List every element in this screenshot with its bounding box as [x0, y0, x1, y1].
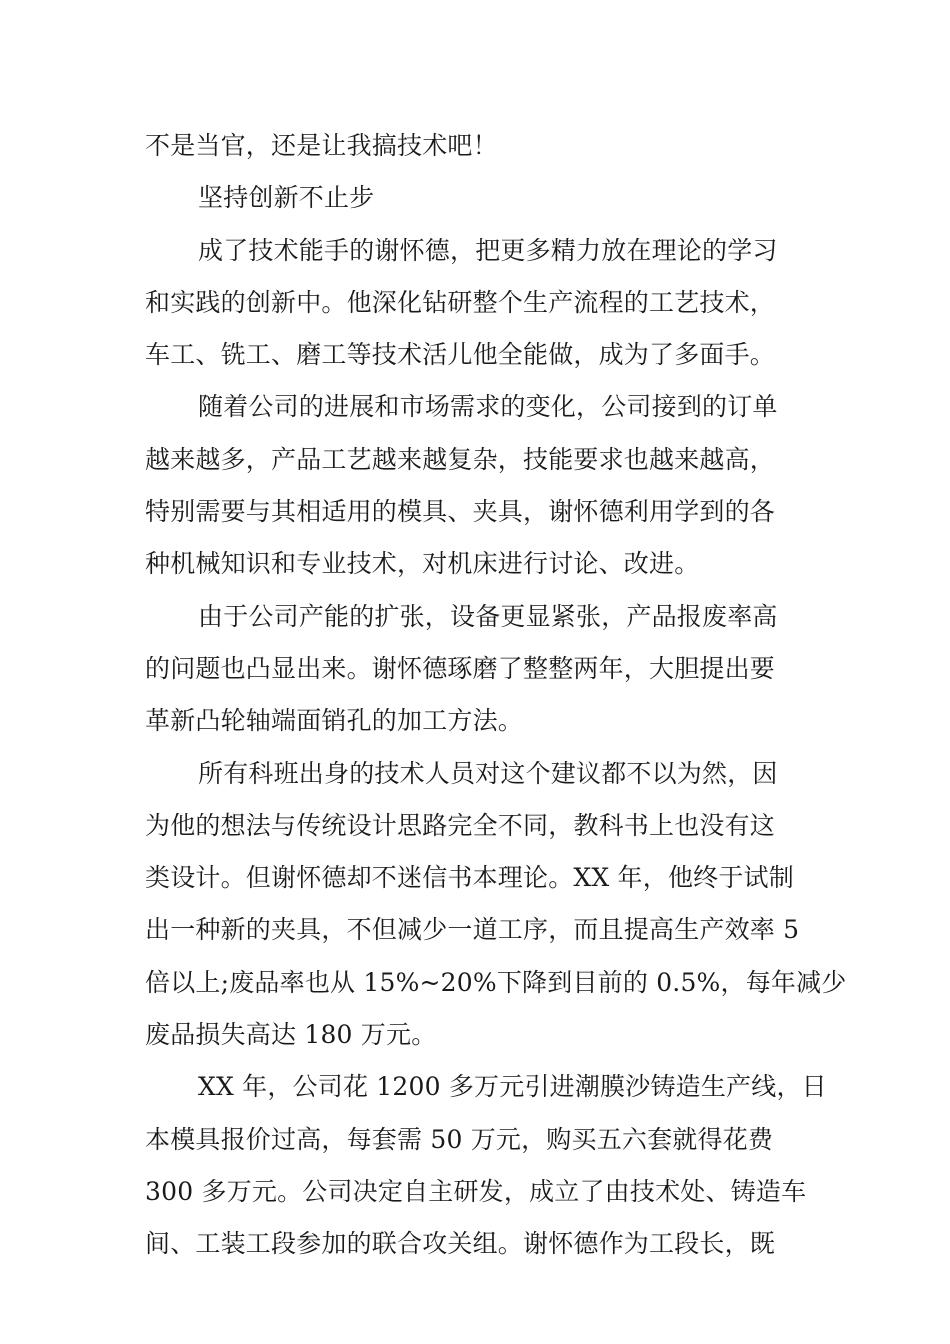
text-line: 本模具报价过高，每套需 50 万元，购买五六套就得花费: [145, 1124, 774, 1154]
section-heading: 坚持创新不止步: [198, 183, 375, 213]
body-text: [145, 126, 847, 1277]
text-line: 成了技术能手的谢怀德，把更多精力放在理论的学习: [198, 235, 778, 265]
text-line: 为他的想法与传统设计思路完全不同，教科书上也没有这: [145, 810, 776, 840]
text-line: 特别需要与其相适用的模具、夹具，谢怀德利用学到的各: [145, 497, 776, 527]
text-line: 的问题也凸显出来。谢怀德琢磨了整整两年，大胆提出要: [145, 653, 776, 683]
text-line: 废品损失高达 180 万元。: [145, 1020, 437, 1050]
text-line: 越来越多，产品工艺越来越复杂，技能要求也越来越高，: [145, 444, 776, 474]
text-line: 革新凸轮轴端面销孔的加工方法。: [145, 706, 524, 736]
text-line: 随着公司的进展和市场需求的变化，公司接到的订单: [198, 392, 778, 422]
text-line: 出一种新的夹具，不但减少一道工序，而且提高生产效率 5: [145, 915, 800, 945]
text-line: 由于公司产能的扩张，设备更显紧张，产品报废率高: [198, 601, 778, 631]
text-line: 不是当官，还是让我搞技术吧！: [145, 131, 498, 160]
text-line: 车工、铣工、磨工等技术活儿他全能做，成为了多面手。: [145, 340, 776, 370]
text-line: 间、工装工段参加的联合攻关组。谢怀德作为工段长，既: [145, 1229, 776, 1259]
text-line: 所有科班出身的技术人员对这个建议都不以为然，因: [198, 758, 778, 788]
text-line: 和实践的创新中。他深化钻研整个生产流程的工艺技术，: [145, 287, 776, 317]
text-line: 300 多万元。公司决定自主研发，成立了由技术处、铸造车: [145, 1176, 807, 1206]
text-line: 类设计。但谢怀德却不迷信书本理论。XX 年，他终于试制: [145, 863, 794, 893]
text-line: XX 年，公司花 1200 多万元引进潮膜沙铸造生产线，日: [198, 1072, 827, 1102]
text-line: 种机械知识和专业技术，对机床进行讨论、改进。: [145, 549, 700, 579]
text-line: 倍以上;废品率也从 15%~20%下降到目前的 0.5%，每年减少: [145, 967, 847, 997]
